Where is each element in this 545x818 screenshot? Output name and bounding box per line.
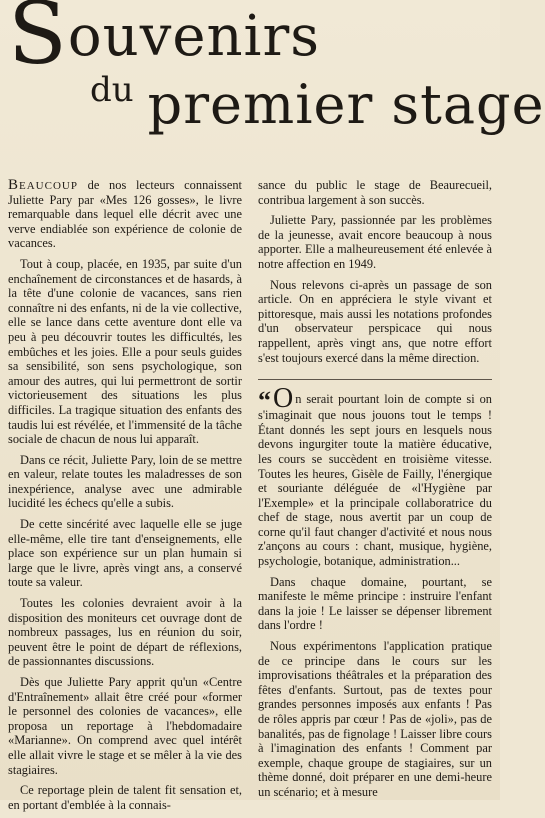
- right-paragraph-1: sance du public le stage de Beaurecueil, contribua largement à son succès.: [258, 178, 492, 207]
- right-paragraph-3: Nous relevons ci-après un passage de son article. On en appréciera le style vivant et pittoresque, mais aussi les notations profondes d'un observateur perspicace qui nous rappellent, après vingt ans, que notre effort s'est toujours exercé dans la même direction.: [258, 277, 492, 365]
- left-paragraph-7: Ce reportage plein de talent fit sensation et, en portant d'emblée à la connais-: [8, 783, 242, 812]
- quote-text-1: n serait pourtant loin de compte si on s'imaginait que nous jouons tout le temps ! Étant donnés les sept jours en lesquels nous devons ingurgiter toute la matière éducative, les cours se succèdent en troisième vitesse. Toutes les heures, Gisèle de Failly, l'énergique et souriante déléguée de «l'Hygiène par l'Exemple» et la principale collaboratrice du chef de stage, nous avertit par un coup de corne qu'il faut changer d'activité et nous nous z'ançons au cours : chant, musique, hygiène, psychologie, botanique, administration...: [258, 392, 492, 569]
- left-paragraph-2: Tout à coup, placée, en 1935, par suite d'un enchaînement de circonstances et de hasards, à la tête d'une colonie de vacances, sans rien connaître ni des enfants, ni de la vie collective, elle se lance dans cette aventure dont elle va peu à peu découvrir toutes les difficultés, les embûches et les joies. Elle a pour seuls guides sa sensibilité, son sens psychologique, son amour des autres, qui lui permettront de sortir victorieusement des situations les plus difficiles. La tragique situation des enfants des taudis lui est révélée, et l'immensité de la tâche sociale de chacun de nous lui apparaît.: [8, 256, 242, 447]
- left-paragraph-3: Dans ce récit, Juliette Pary, loin de se mettre en valeur, relate toutes les maladresses de son inexpérience, analyse avec une admirable lucidité les échecs qu'elle a subis.: [8, 452, 242, 511]
- column-gutter: [248, 180, 249, 780]
- right-paragraph-2: Juliette Pary, passionnée par les problèmes de la jeunesse, avait encore beaucoup à nous apporter. Elle a malheureusement été enlevée à notre affection en 1949.: [258, 213, 492, 271]
- intro-lead-word: Beaucoup: [8, 177, 78, 193]
- intro-text: de nos lecteurs connaissent Juliette Pary par «Mes 126 gosses», le livre remarquable dans lequel elle décrit avec une verve endiablée son expérience de colonie de vacances.: [8, 178, 242, 251]
- intro-paragraph: [8, 178, 242, 251]
- title-souvenirs-rest: ouvenirs: [67, 4, 320, 69]
- left-paragraph-4: De cette sincérité avec laquelle elle se juge elle-même, elle tire tant d'enseignements, elle place son expérience sur un plan humain si large que le livre, après vingt ans, a conservé toute sa valeur.: [8, 517, 242, 590]
- left-paragraph-5: Toutes les colonies devraient avoir à la disposition des moniteurs cet ouvrage dont de nombreux passages, lus en réunion du soir, peuvent être le point de départ de réflexions, de passionnantes discussions.: [8, 596, 242, 669]
- section-divider: [258, 379, 492, 380]
- right-column: [258, 178, 492, 806]
- title-premier-stage: premier stage: [147, 73, 545, 136]
- left-column: [8, 178, 242, 818]
- article-title: [0, 0, 545, 160]
- title-du: du: [90, 70, 134, 110]
- quote-paragraph-3: Nous expérimentons l'application pratique de ce principe dans le cours sur les improvisations théâtrales et la préparation des fêtes d'enfants. Surtout, pas de textes pour grandes personnes imposés aux enfants ! Pas de rôles appris par cœur ! Pas de «joli», pas de banalités, pas de fignolage ! Laisser libre cours à l'imagination des enfants ! Comment par exemple, chaque groupe de stagiaires, sur un thème donné, doit préparer en une demi-heure un scénario; et à mesure: [258, 639, 492, 799]
- quote-paragraph-1: [258, 383, 492, 569]
- left-paragraph-6: Dès que Juliette Pary apprit qu'un «Centre d'Entraînement» allait être créé pour «former le personnel des colonies de vacances», elle proposa un reportage à l'hebdomadaire «Marianne». On comprend avec quel intérêt elle allait vivre le stage et se mêler à la vie des stagiaires.: [8, 675, 242, 777]
- title-souvenirs: [8, 0, 320, 84]
- quote-paragraph-2: Dans chaque domaine, pourtant, se manifeste le même principe : instruire l'enfant dans la joie ! Le laisser se dépenser librement dans l'ordre !: [258, 574, 492, 633]
- title-initial: S: [8, 0, 68, 84]
- quote-initial: O: [273, 383, 294, 415]
- title-line-two: [90, 70, 545, 135]
- opening-quote-mark: “: [258, 386, 271, 416]
